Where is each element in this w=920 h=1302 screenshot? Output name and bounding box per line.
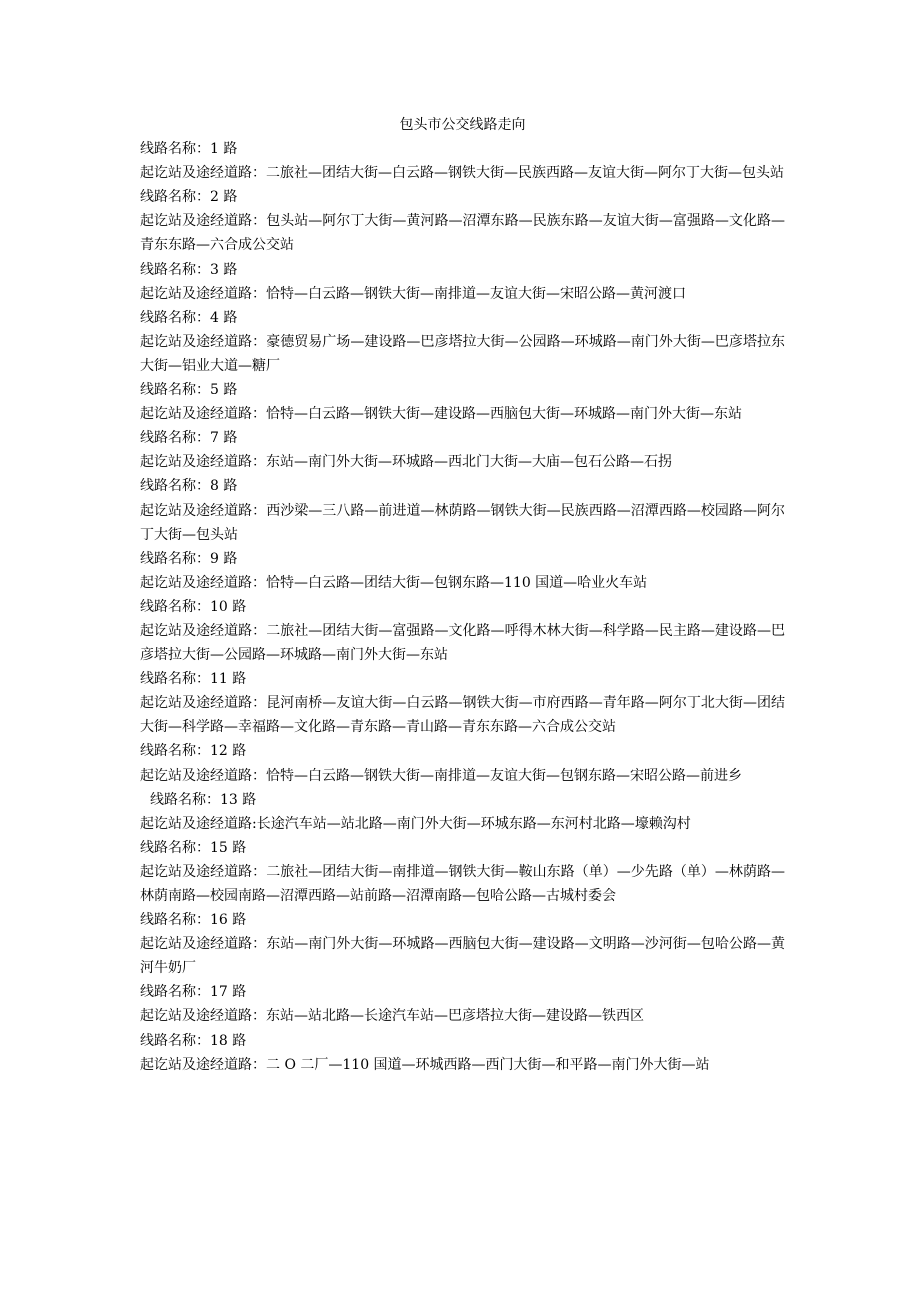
document-body	[140, 113, 785, 1077]
route-entry	[140, 378, 785, 426]
route-entry	[140, 667, 785, 739]
route-path: 起讫站及途经道路：东站—南门外大街—环城路—西北门大街—大庙—包石公路—石拐	[140, 454, 672, 471]
route-entry	[140, 137, 785, 185]
route-path: 起讫站及途经道路：东站—站北路—长途汽车站—巴彦塔拉大街—建设路—铁西区	[140, 1008, 644, 1025]
route-name: 线路名称：9 路	[140, 550, 238, 567]
route-entry	[140, 595, 785, 667]
route-name: 线路名称：15 路	[140, 839, 247, 856]
route-path: 起讫站及途经道路：昆河南桥—友谊大街—白云路—钢铁大街—市府西路—青年路—阿尔丁北大街—团结大街—科学路—幸福路—文化路—青东路—青山路—青东东路—六合成公交站	[140, 695, 785, 736]
route-name: 线路名称：8 路	[140, 478, 238, 495]
document-title: 包头市公交线路走向	[399, 117, 526, 133]
route-path: 起讫站及途经道路：西沙梁—三八路—前进道—林荫路—钢铁大街—民族西路—沼潭西路—校园路—阿尔丁大街—包头站	[140, 502, 785, 543]
route-name: 线路名称：18 路	[140, 1032, 247, 1049]
route-entry	[140, 306, 785, 378]
route-name: 线路名称：10 路	[140, 598, 247, 615]
route-path: 起讫站及途经道路：包头站—阿尔丁大街—黄河路—沼潭东路—民族东路—友谊大街—富强路—文化路—青东东路—六合成公交站	[140, 213, 785, 254]
route-path: 起讫站及途经道路：二旅社—团结大街—富强路—文化路—呼得木林大街—科学路—民主路—建设路—巴彦塔拉大街—公园路—环城路—南门外大街—东站	[140, 622, 785, 664]
route-entry	[140, 788, 785, 836]
route-path: 起讫站及途经道路：恰特—白云路—钢铁大街—南排道—友谊大街—宋昭公路—黄河渡口	[140, 285, 686, 302]
route-entry	[140, 908, 785, 980]
route-entry	[140, 474, 785, 546]
route-name: 线路名称：17 路	[140, 984, 247, 1001]
route-entry	[140, 185, 785, 257]
route-name: 线路名称：12 路	[140, 743, 247, 760]
route-path: 起讫站及途经道路：恰特—白云路—钢铁大街—南排道—友谊大街—包钢东路—宋昭公路—前进乡	[140, 767, 742, 784]
route-name: 线路名称：2 路	[140, 189, 238, 206]
route-entry	[140, 836, 785, 908]
route-name: 线路名称：11 路	[140, 671, 247, 688]
route-entry	[140, 980, 785, 1028]
route-entry	[140, 258, 785, 306]
route-entry	[140, 547, 785, 595]
route-name: 线路名称：16 路	[140, 912, 247, 929]
route-path: 起讫站及途经道路：二旅社—团结大街—白云路—钢铁大街—民族西路—友谊大街—阿尔丁大街—包头站	[140, 165, 784, 182]
route-path: 起讫站及途经道路：二 O 二厂—110 国道—环城西路—西门大街—和平路—南门外大街—站	[140, 1056, 710, 1073]
route-path: 起讫站及途经道路：东站—南门外大街—环城路—西脑包大街—建设路—文明路—沙河街—包哈公路—黄河牛奶厂	[140, 936, 785, 977]
route-name: 线路名称：4 路	[140, 309, 238, 326]
route-name: 线路名称：13 路	[150, 791, 257, 808]
route-name: 线路名称：7 路	[140, 430, 238, 447]
route-path: 起讫站及途经道路：恰特—白云路—团结大街—包钢东路—110 国道—哈业火车站	[140, 574, 648, 591]
route-list	[140, 137, 785, 1077]
route-path: 起讫站及途经道路：豪德贸易广场—建设路—巴彦塔拉大街—公园路—环城路—南门外大街—巴彦塔拉东大街—铝业大道—糖厂	[140, 333, 785, 374]
route-path: 起讫站及途经道路：恰特—白云路—钢铁大街—建设路—西脑包大街—环城路—南门外大街—东站	[140, 406, 742, 423]
route-name: 线路名称：3 路	[140, 261, 238, 278]
route-path: 起讫站及途经道路:长途汽车站—站北路—南门外大街—环城东路—东河村北路—壕赖沟村	[140, 815, 691, 832]
route-entry	[140, 426, 785, 474]
route-entry	[140, 739, 785, 787]
route-name: 线路名称：1 路	[140, 141, 238, 158]
route-entry	[140, 1029, 785, 1077]
route-name: 线路名称：5 路	[140, 382, 238, 399]
route-path: 起讫站及途经道路：二旅社—团结大街—南排道—钢铁大街—鞍山东路（单）—少先路（单）—林荫路—林荫南路—校园南路—沼潭西路—站前路—沼潭南路—包哈公路—古城村委会	[140, 863, 785, 904]
